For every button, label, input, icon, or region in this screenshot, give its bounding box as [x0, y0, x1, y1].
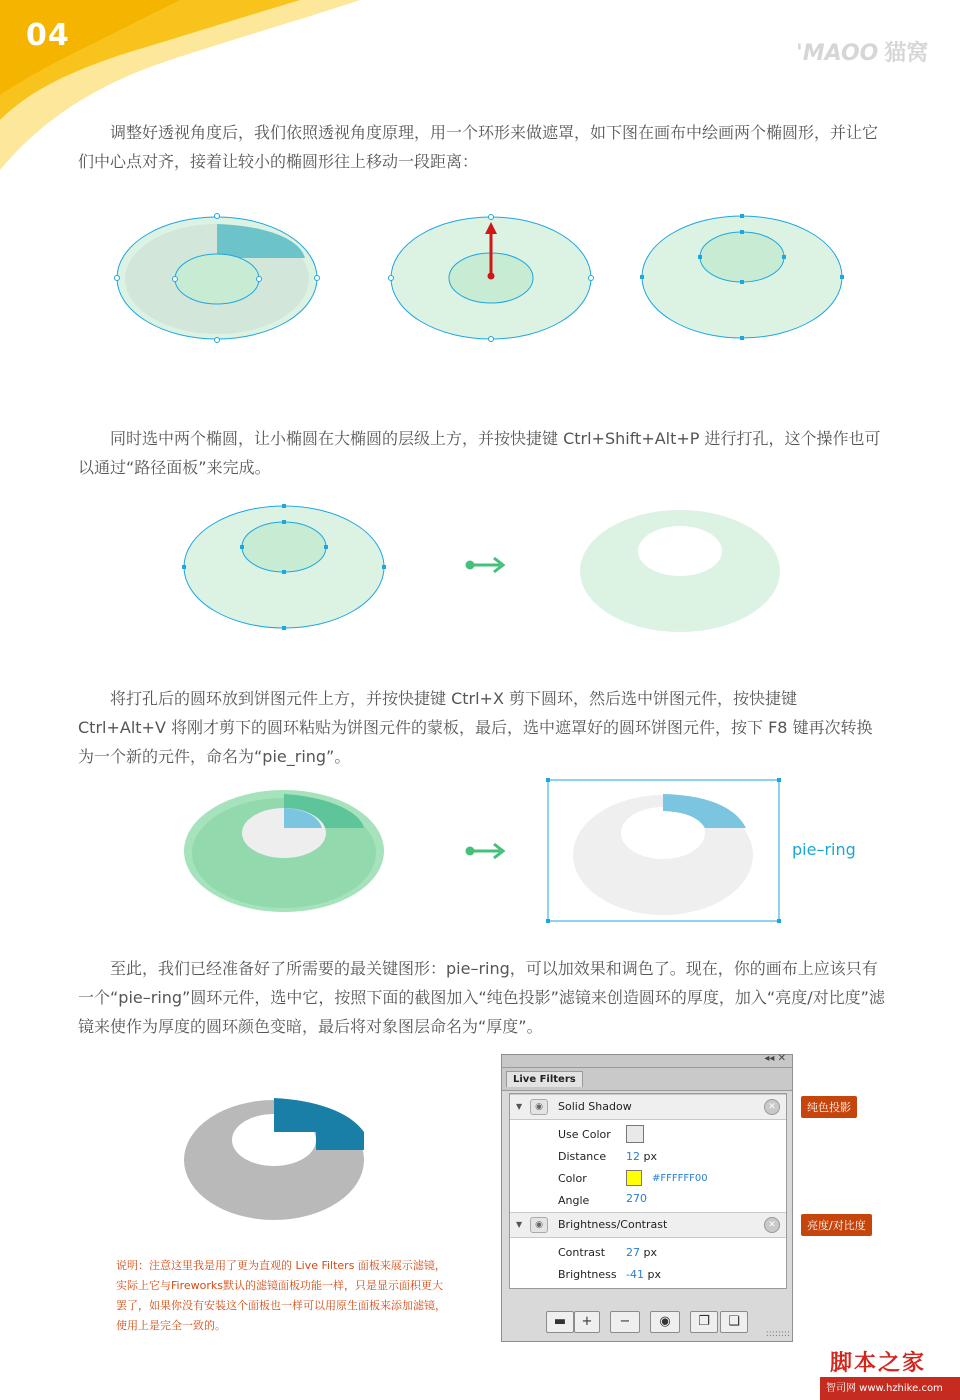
ring-result: [580, 510, 780, 632]
brightness-label: Brightness: [558, 1268, 617, 1281]
contrast-value[interactable]: 27 px: [626, 1246, 657, 1259]
brand-logo: [796, 36, 928, 67]
ellipse-group-4: [182, 504, 386, 630]
brightness-value[interactable]: -41 px: [626, 1268, 661, 1281]
collapse-triangle-icon[interactable]: ▼: [516, 1220, 523, 1229]
filter-header-solid-shadow[interactable]: [510, 1094, 786, 1120]
filter-list: [509, 1093, 787, 1289]
color-swatch[interactable]: [626, 1170, 642, 1186]
tag-solid-shadow: 纯色投影: [801, 1096, 857, 1118]
note-text: 说明：注意这里我是用了更为直观的 Live Filters 面板来展示滤镜，实际上它与Fireworks默认的滤镜面板功能一样，只是显示面积更大罢了，如果你没有安装这个面板也一样可以用原生面板来添加滤镜，使用上是完全一致的。: [116, 1259, 446, 1332]
logo-chinese: 猫窝: [884, 41, 929, 66]
paragraph-4: 至此，我们已经准备好了所需要的最关键图形：pie–ring，可以加效果和调色了。现在，你的画布上应该只有一个“pie–ring”圆环元件，选中它，按照下面的截图加入“纯色投影”滤镜来创造圆环的厚度，加入“亮度/对比度”滤镜来使作为厚度的圆环颜色变暗，最后将对象图层命名为“厚度”。: [78, 959, 885, 1036]
folder-button[interactable]: ▬: [546, 1311, 574, 1333]
angle-value[interactable]: 270: [626, 1192, 647, 1205]
filter-title: Solid Shadow: [558, 1100, 632, 1113]
toggle-visibility-button[interactable]: ◉: [650, 1311, 680, 1333]
paragraph-3: 将打孔后的圆环放到饼图元件上方，并按快捷键 Ctrl+X 剪下圆环，然后选中饼图元件，按快捷键 Ctrl+Alt+V 将刚才剪下的圆环粘贴为饼图元件的蒙板，最后，选中遮罩好的圆环饼图元件，按下 F8 键再次转换为一个新的元件，命名为“pie_ring”。: [78, 689, 873, 766]
copy-filter-button[interactable]: ❐: [690, 1311, 718, 1333]
add-filter-button[interactable]: +: [574, 1311, 600, 1333]
distance-value[interactable]: 12 px: [626, 1150, 657, 1163]
remove-filter-button[interactable]: −: [610, 1311, 640, 1333]
arrow-right-icon-2: [466, 844, 504, 858]
angle-label: Angle: [558, 1194, 590, 1207]
collapse-triangle-icon[interactable]: ▼: [516, 1102, 523, 1111]
use-color-label: Use Color: [558, 1128, 611, 1141]
color-hex: #FFFFFF00: [652, 1173, 708, 1184]
logo-latin: 'MAOO: [796, 41, 879, 66]
paste-filter-button[interactable]: ❏: [720, 1311, 748, 1333]
visibility-eye-icon[interactable]: ◉: [530, 1217, 548, 1233]
ellipse-group-1: [115, 214, 320, 343]
use-color-checkbox[interactable]: [626, 1125, 644, 1143]
pie-ring-symbol: [546, 778, 781, 923]
watermark-banner: 智司网 www.hzhike.com: [820, 1377, 960, 1400]
panel-titlebar: [502, 1055, 792, 1068]
thick-ring-3d: [184, 1098, 364, 1220]
filter-header-brightness-contrast[interactable]: [510, 1212, 786, 1238]
panel-toolbar: [502, 1305, 792, 1341]
ellipse-group-3: [640, 214, 844, 340]
remove-filter-icon[interactable]: ✕: [764, 1217, 780, 1233]
paragraph-2: 同时选中两个椭圆，让小椭圆在大椭圆的层级上方，并按快捷键 Ctrl+Shift+Alt+P 进行打孔，这个操作也可以通过“路径面板”来完成。: [78, 429, 881, 477]
live-filters-panel: [501, 1054, 793, 1342]
distance-label: Distance: [558, 1150, 607, 1163]
pie-with-ring-mask: [184, 790, 384, 912]
panel-tabbar: [502, 1068, 792, 1091]
ellipse-group-2: [389, 215, 594, 342]
arrow-right-icon: [466, 558, 504, 572]
panel-window-controls[interactable]: ◂◂ ✕: [764, 1053, 786, 1064]
paragraph-1: 调整好透视角度后，我们依照透视角度原理，用一个环形来做遮罩，如下图在画布中绘画两个椭圆形，并让它们中心点对齐，接着让较小的椭圆形往上移动一段距离：: [78, 123, 879, 171]
remove-filter-icon[interactable]: ✕: [764, 1099, 780, 1115]
page-number: 04: [26, 18, 70, 53]
contrast-label: Contrast: [558, 1246, 606, 1259]
tab-live-filters[interactable]: Live Filters: [506, 1071, 583, 1087]
visibility-eye-icon[interactable]: ◉: [530, 1099, 548, 1115]
watermark-text: 脚本之家: [830, 1351, 927, 1376]
resize-grip-icon[interactable]: ::::::::: [765, 1329, 790, 1339]
color-label: Color: [558, 1172, 587, 1185]
filter-title: Brightness/Contrast: [558, 1218, 668, 1231]
tag-brightness-contrast: 亮度/对比度: [801, 1214, 872, 1236]
pie-ring-label: pie–ring: [792, 840, 856, 859]
